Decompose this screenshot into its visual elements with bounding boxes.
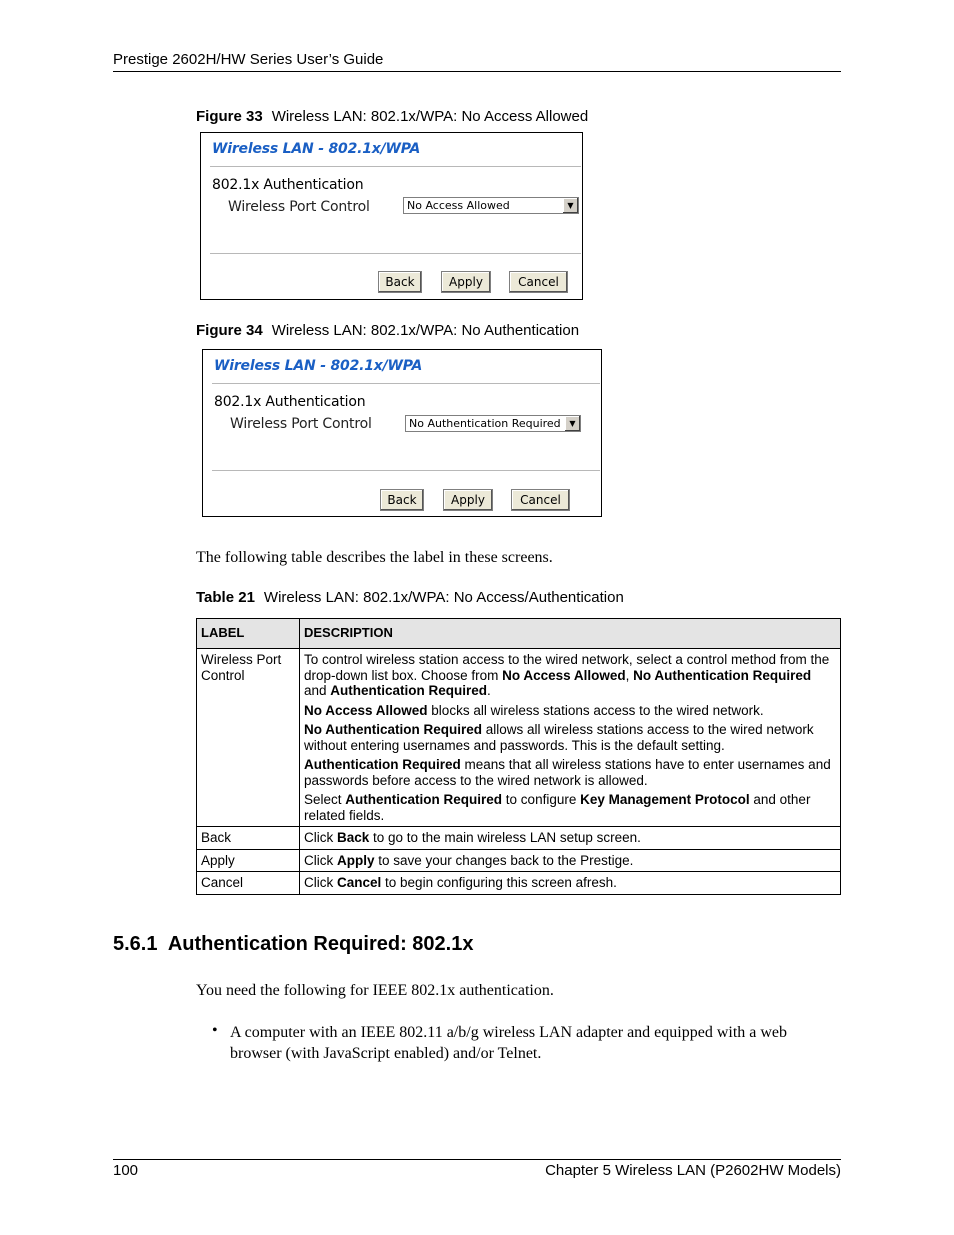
bullet-item: A computer with an IEEE 802.11 a/b/g wireless LAN adapter and equipped with a web browser (with JavaScript enabled) and/or Telnet. [230, 1024, 788, 1062]
section-title: 802.1x Authentication [214, 394, 366, 410]
running-header: Prestige 2602H/HW Series User’s Guide [113, 51, 384, 68]
row-description: Click Cancel to begin configuring this screen afresh. [300, 872, 841, 895]
figure-34-label: Figure 34 [196, 322, 263, 339]
figure-34-caption [196, 322, 579, 339]
select-value: No Access Allowed [407, 199, 510, 212]
back-button[interactable]: Back [378, 271, 422, 293]
panel-divider [210, 166, 581, 167]
figure-33-panel [200, 132, 583, 300]
wireless-port-control-select[interactable] [405, 415, 581, 432]
intro-paragraph: The following table describes the label in these screens. [196, 549, 553, 566]
chapter-title: Chapter 5 Wireless LAN (P2602HW Models) [545, 1162, 841, 1179]
description-table [196, 618, 841, 895]
section-heading: 5.6.1 Authentication Required: 802.1x [113, 933, 474, 955]
table-21-caption [196, 589, 624, 606]
description-paragraph: No Access Allowed blocks all wireless stations access to the wired network. [304, 702, 764, 718]
select-value: No Authentication Required [409, 417, 561, 430]
footer-rule [113, 1159, 841, 1160]
figure-33-caption-text: Wireless LAN: 802.1x/WPA: No Access Allowed [271, 108, 589, 125]
panel-divider [210, 253, 581, 254]
panel-divider [212, 383, 600, 384]
row-label: Back [197, 827, 300, 850]
row-label: Wireless Port Control [197, 649, 300, 827]
apply-button[interactable]: Apply [441, 271, 491, 293]
panel-title: Wireless LAN - 802.1x/WPA [214, 358, 423, 374]
panel-divider [212, 470, 600, 471]
table-row [197, 849, 841, 872]
page-number: 100 [113, 1162, 139, 1179]
table-row [197, 827, 841, 850]
description-paragraph: Select Authentication Required to configure Key Management Protocol and other related fields. [304, 792, 811, 823]
figure-34-panel [202, 349, 602, 517]
table-21-caption-text: Wireless LAN: 802.1x/WPA: No Access/Authentication [263, 589, 624, 606]
column-header-label: LABEL [197, 619, 300, 649]
table-21-label: Table 21 [196, 589, 255, 606]
cancel-button[interactable]: Cancel [511, 489, 570, 511]
wireless-port-control-select[interactable] [403, 197, 579, 214]
apply-button[interactable]: Apply [443, 489, 493, 511]
section-title: 802.1x Authentication [212, 177, 364, 193]
chevron-down-icon[interactable]: ▼ [562, 198, 578, 213]
figure-33-caption [196, 108, 588, 125]
description-paragraph: Authentication Required means that all wireless stations have to enter usernames and passwords before access to the wired network is allowed. [304, 757, 831, 788]
section-paragraph: You need the following for IEEE 802.1x authentication. [196, 982, 554, 999]
column-header-description: DESCRIPTION [300, 619, 841, 649]
bullet-marker: • [212, 1022, 218, 1039]
chevron-down-icon[interactable]: ▼ [564, 416, 580, 431]
figure-33-label: Figure 33 [196, 108, 263, 125]
description-paragraph: No Authentication Required allows all wireless stations access to the wired network without entering usernames and passwords. This is the default setting. [304, 722, 814, 753]
header-rule [113, 71, 841, 72]
wireless-port-control-label: Wireless Port Control [228, 199, 370, 215]
table-header-row [197, 619, 841, 649]
row-label: Apply [197, 849, 300, 872]
figure-34-caption-text: Wireless LAN: 802.1x/WPA: No Authentication [271, 322, 580, 339]
row-description [300, 649, 841, 827]
row-label: Cancel [197, 872, 300, 895]
wireless-port-control-label: Wireless Port Control [230, 416, 372, 432]
table-row [197, 649, 841, 827]
row-description: Click Back to go to the main wireless LAN setup screen. [300, 827, 841, 850]
back-button[interactable]: Back [380, 489, 424, 511]
panel-title: Wireless LAN - 802.1x/WPA [212, 141, 421, 157]
cancel-button[interactable]: Cancel [509, 271, 568, 293]
row-description: Click Apply to save your changes back to the Prestige. [300, 849, 841, 872]
table-row [197, 872, 841, 895]
description-paragraph: To control wireless station access to the wired network, select a control method from the drop-down list box. Choose from No Access Allowed, No Authentication Required and Authentication Required. [304, 652, 830, 698]
